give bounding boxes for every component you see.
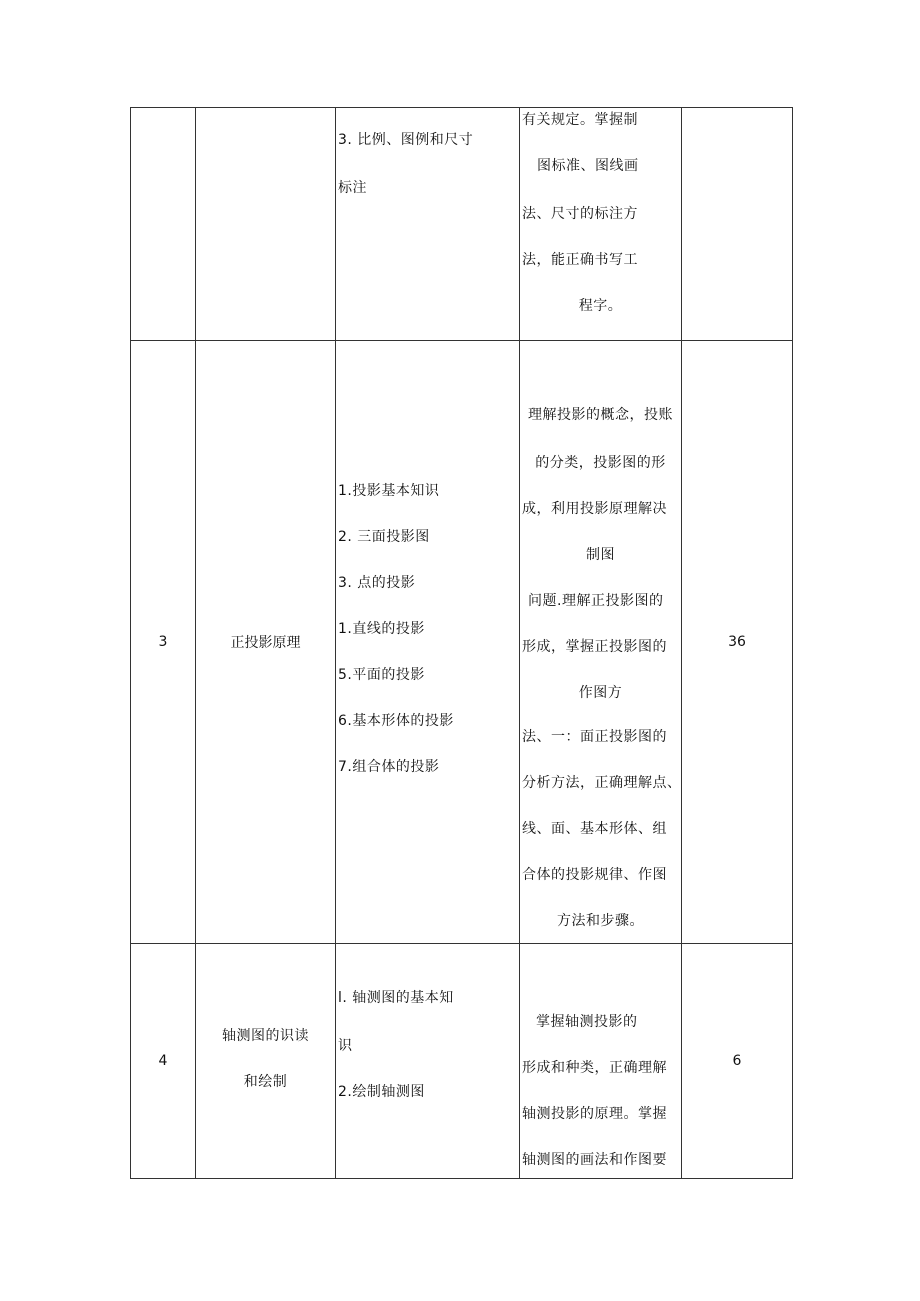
- requirements-line: 轴测投影的原理。掌握: [522, 1106, 667, 1122]
- topic-cell: [196, 944, 336, 1179]
- requirements-line: 的分类，投影图的形: [535, 455, 666, 471]
- requirements-line: 作图方: [578, 685, 623, 701]
- requirements-line: 成，利用投影原理解决: [522, 501, 667, 517]
- requirements-cell: [520, 108, 682, 341]
- contents-line: 2.绘制轴测图: [338, 1084, 425, 1100]
- course-table: [130, 107, 793, 1179]
- requirements-line: 方法和步骤。: [557, 913, 644, 929]
- contents-cell: [336, 944, 520, 1179]
- requirements-line: 法，能正确书写工: [522, 252, 638, 268]
- contents-line: 1.投影基本知识: [338, 483, 440, 499]
- contents-cell: [336, 341, 520, 944]
- topic-cell: 正投影原理: [196, 341, 336, 944]
- index-cell: 3: [131, 341, 196, 944]
- requirements-line: 制图: [586, 547, 615, 563]
- requirements-cell: [520, 341, 682, 944]
- contents-line: 6.基本形体的投影: [338, 713, 454, 729]
- contents-line: 3. 比例、图例和尺寸: [338, 132, 474, 148]
- topic-line: 和绘制: [243, 1074, 288, 1090]
- contents-line: 标注: [338, 180, 367, 196]
- contents-cell: [336, 108, 520, 341]
- contents-line: 7.组合体的投影: [338, 759, 440, 775]
- requirements-line: 有关规定。掌握制: [522, 112, 638, 128]
- hours-cell: [682, 108, 793, 341]
- requirements-line: 程字。: [578, 298, 623, 314]
- requirements-line: 法、一：面正投影图的: [522, 729, 667, 745]
- contents-line: 2. 三面投影图: [338, 529, 430, 545]
- requirements-line: 问题.理解正投影图的: [528, 593, 664, 609]
- requirements-line: 形成，掌握正投影图的: [522, 639, 667, 655]
- requirements-line: 理解投影的概念，投账: [528, 407, 673, 423]
- requirements-cell: [520, 944, 682, 1179]
- contents-line: 识: [338, 1038, 353, 1054]
- topic-cell: [196, 108, 336, 341]
- table-row: [131, 944, 793, 1179]
- contents-line: 1.直线的投影: [338, 621, 425, 637]
- requirements-line: 形成和种类，正确理解: [522, 1060, 667, 1076]
- requirements-line: 轴测图的画法和作图要: [522, 1152, 667, 1168]
- requirements-line: 法、尺寸的标注方: [522, 206, 638, 222]
- topic-line: 轴测图的识读: [222, 1028, 309, 1044]
- requirements-line: 掌握轴测投影的: [536, 1014, 638, 1030]
- table-row: [131, 341, 793, 944]
- contents-line: l. 轴测图的基本知: [338, 990, 454, 1006]
- table-row: [131, 108, 793, 341]
- contents-line: 3. 点的投影: [338, 575, 416, 591]
- requirements-line: 分析方法，正确理解点、: [522, 775, 682, 791]
- contents-line: 5.平面的投影: [338, 667, 425, 683]
- index-cell: 4: [131, 944, 196, 1179]
- index-cell: [131, 108, 196, 341]
- requirements-line: 图标准、图线画: [537, 158, 639, 174]
- hours-cell: 36: [682, 341, 793, 944]
- requirements-line: 合体的投影规律、作图: [522, 867, 667, 883]
- requirements-line: 线、面、基本形体、组: [522, 821, 667, 837]
- hours-cell: 6: [682, 944, 793, 1179]
